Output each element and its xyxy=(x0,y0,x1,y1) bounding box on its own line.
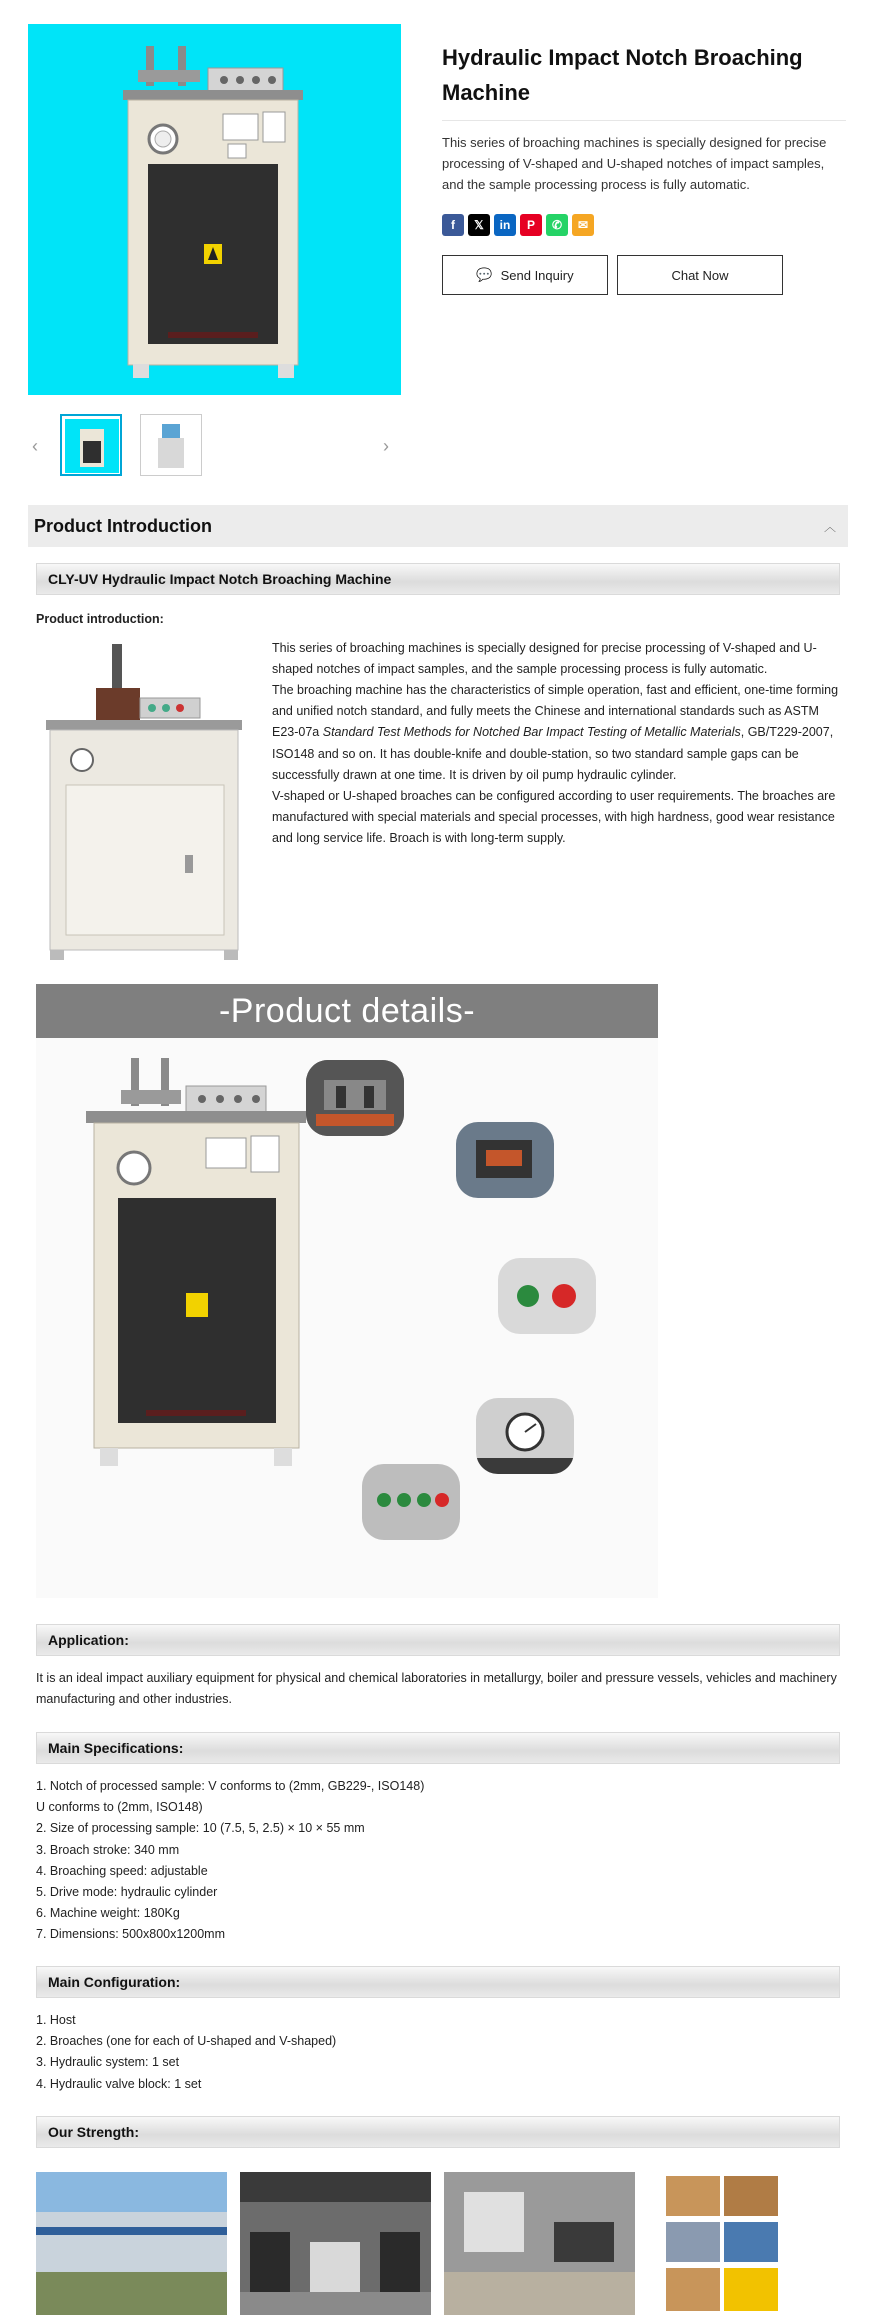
detail-pic-broach-head xyxy=(306,1060,404,1136)
config-item: 2. Broaches (one for each of U-shaped and V-shaped) xyxy=(36,2034,337,2049)
x-icon[interactable]: 𝕏 xyxy=(468,214,490,236)
spec-item: 5. Drive mode: hydraulic cylinder xyxy=(36,1885,218,1900)
factory-building-image xyxy=(36,2172,227,2315)
detail-pic-control-buttons xyxy=(498,1258,596,1334)
product-details-banner: -Product details- xyxy=(36,984,658,1038)
spec-item: 7. Dimensions: 500x800x1200mm xyxy=(36,1927,225,1942)
thumbnail-2-image xyxy=(144,418,198,472)
spec-item: 1. Notch of processed sample: V conforms to (2mm, GB229-, ISO148) xyxy=(36,1779,425,1793)
application-text: It is an ideal impact auxiliary equipment for physical and chemical laboratories in metallurgy, boiler and pressure vessels, vehicles and machinery manufacturing and other industries. xyxy=(36,1671,837,1707)
product-details-image xyxy=(36,1038,658,1598)
email-icon[interactable]: ✉ xyxy=(572,214,594,236)
specifications-list xyxy=(36,1776,842,1946)
thumbnail-next-arrow[interactable]: › xyxy=(383,436,389,456)
thumbnail-2[interactable] xyxy=(140,414,202,476)
send-inquiry-label: Send Inquiry xyxy=(500,267,574,283)
thumbnail-prev-arrow[interactable]: ‹ xyxy=(32,436,38,456)
chevron-up-icon[interactable]: ︿ xyxy=(823,519,836,534)
chat-now-button[interactable]: Chat Now xyxy=(617,255,783,295)
section-title-application: Application: xyxy=(36,1624,840,1656)
spec-item: 4. Broaching speed: adjustable xyxy=(36,1863,208,1878)
send-inquiry-button[interactable] xyxy=(442,255,608,295)
linkedin-icon[interactable]: in xyxy=(494,214,516,236)
share-bar xyxy=(442,214,594,236)
whatsapp-icon[interactable]: ✆ xyxy=(546,214,568,236)
pinterest-icon[interactable]: P xyxy=(520,214,542,236)
detail-pic-pressure-gauge xyxy=(476,1398,574,1474)
spec-item: 6. Machine weight: 180Kg xyxy=(36,1906,180,1921)
product-introduction-bar[interactable] xyxy=(28,505,848,547)
product-summary: This series of broaching machines is specially designed for precise processing of V-shaped and U-shaped notches of impact samples, and the sample processing process is fully automatic. xyxy=(442,135,827,192)
config-item: 1. Host xyxy=(36,2013,76,2027)
workshop-image xyxy=(240,2172,431,2315)
config-item: 4. Hydraulic valve block: 1 set xyxy=(36,2076,202,2091)
intro-subheading: Product introduction: xyxy=(36,612,164,626)
config-item: 3. Hydraulic system: 1 set xyxy=(36,2055,180,2070)
product-main-image[interactable] xyxy=(28,24,401,395)
spec-item: 3. Broach stroke: 340 mm xyxy=(36,1842,180,1857)
intro-paragraph-3: V-shaped or U-shaped broaches can be configured according to user requirements. The broaches are manufactured with special materials and special processes, with high hardness, good wear resistance and long service life. Broach is with long-term supply. xyxy=(272,789,836,846)
detail-pic-clamp xyxy=(456,1122,554,1198)
thumbnail-1-image xyxy=(65,419,119,473)
shipping-packages-image xyxy=(662,2172,782,2315)
intro-machine-image xyxy=(40,640,250,965)
detail-pic-button-panel xyxy=(362,1464,460,1540)
chat-bubble-icon: 💬 xyxy=(476,267,493,282)
product-title: Hydraulic Impact Notch Broaching Machine xyxy=(442,45,803,105)
section-title-configuration: Main Configuration: xyxy=(36,1966,840,1998)
intro-paragraph-2-part-2: , GB/T229-2007, ISO148 and so on. It has double-knife and double-station, so two standard sample gaps can be successfully drawn at one time. It is driven by oil pump hydraulic cylinder. xyxy=(272,725,834,782)
title-divider xyxy=(442,120,846,121)
thumbnail-1[interactable] xyxy=(60,414,122,476)
section-title-model: CLY-UV Hydraulic Impact Notch Broaching Machine xyxy=(36,563,840,595)
intro-paragraph-2 xyxy=(272,680,842,786)
astm-standard-title: Standard Test Methods for Notched Bar Impact Testing of Metallic Materials xyxy=(322,725,741,740)
product-introduction-label: Product Introduction xyxy=(34,515,212,536)
section-title-strength: Our Strength: xyxy=(36,2116,840,2148)
intro-paragraph-2-part-1: The broaching machine has the characteristics of simple operation, fast and efficient, one-time forming and unified notch standard, and fully meets the Chinese and international standards such as ASTM E23-07a xyxy=(272,683,839,740)
section-title-specifications: Main Specifications: xyxy=(36,1732,840,1764)
machine-illustration xyxy=(28,24,401,395)
configuration-list xyxy=(36,2010,842,2095)
intro-paragraph-1: This series of broaching machines is specially designed for precise processing of V-shaped and U-shaped notches of impact samples, and the sample processing process is fully automatic. xyxy=(272,641,817,677)
spec-item: U conforms to (2mm, ISO148) xyxy=(36,1800,203,1815)
office-meeting-image xyxy=(444,2172,635,2315)
spec-item: 2. Size of processing sample: 10 (7.5, 5, 2.5) × 10 × 55 mm xyxy=(36,1821,365,1836)
facebook-icon[interactable]: f xyxy=(442,214,464,236)
